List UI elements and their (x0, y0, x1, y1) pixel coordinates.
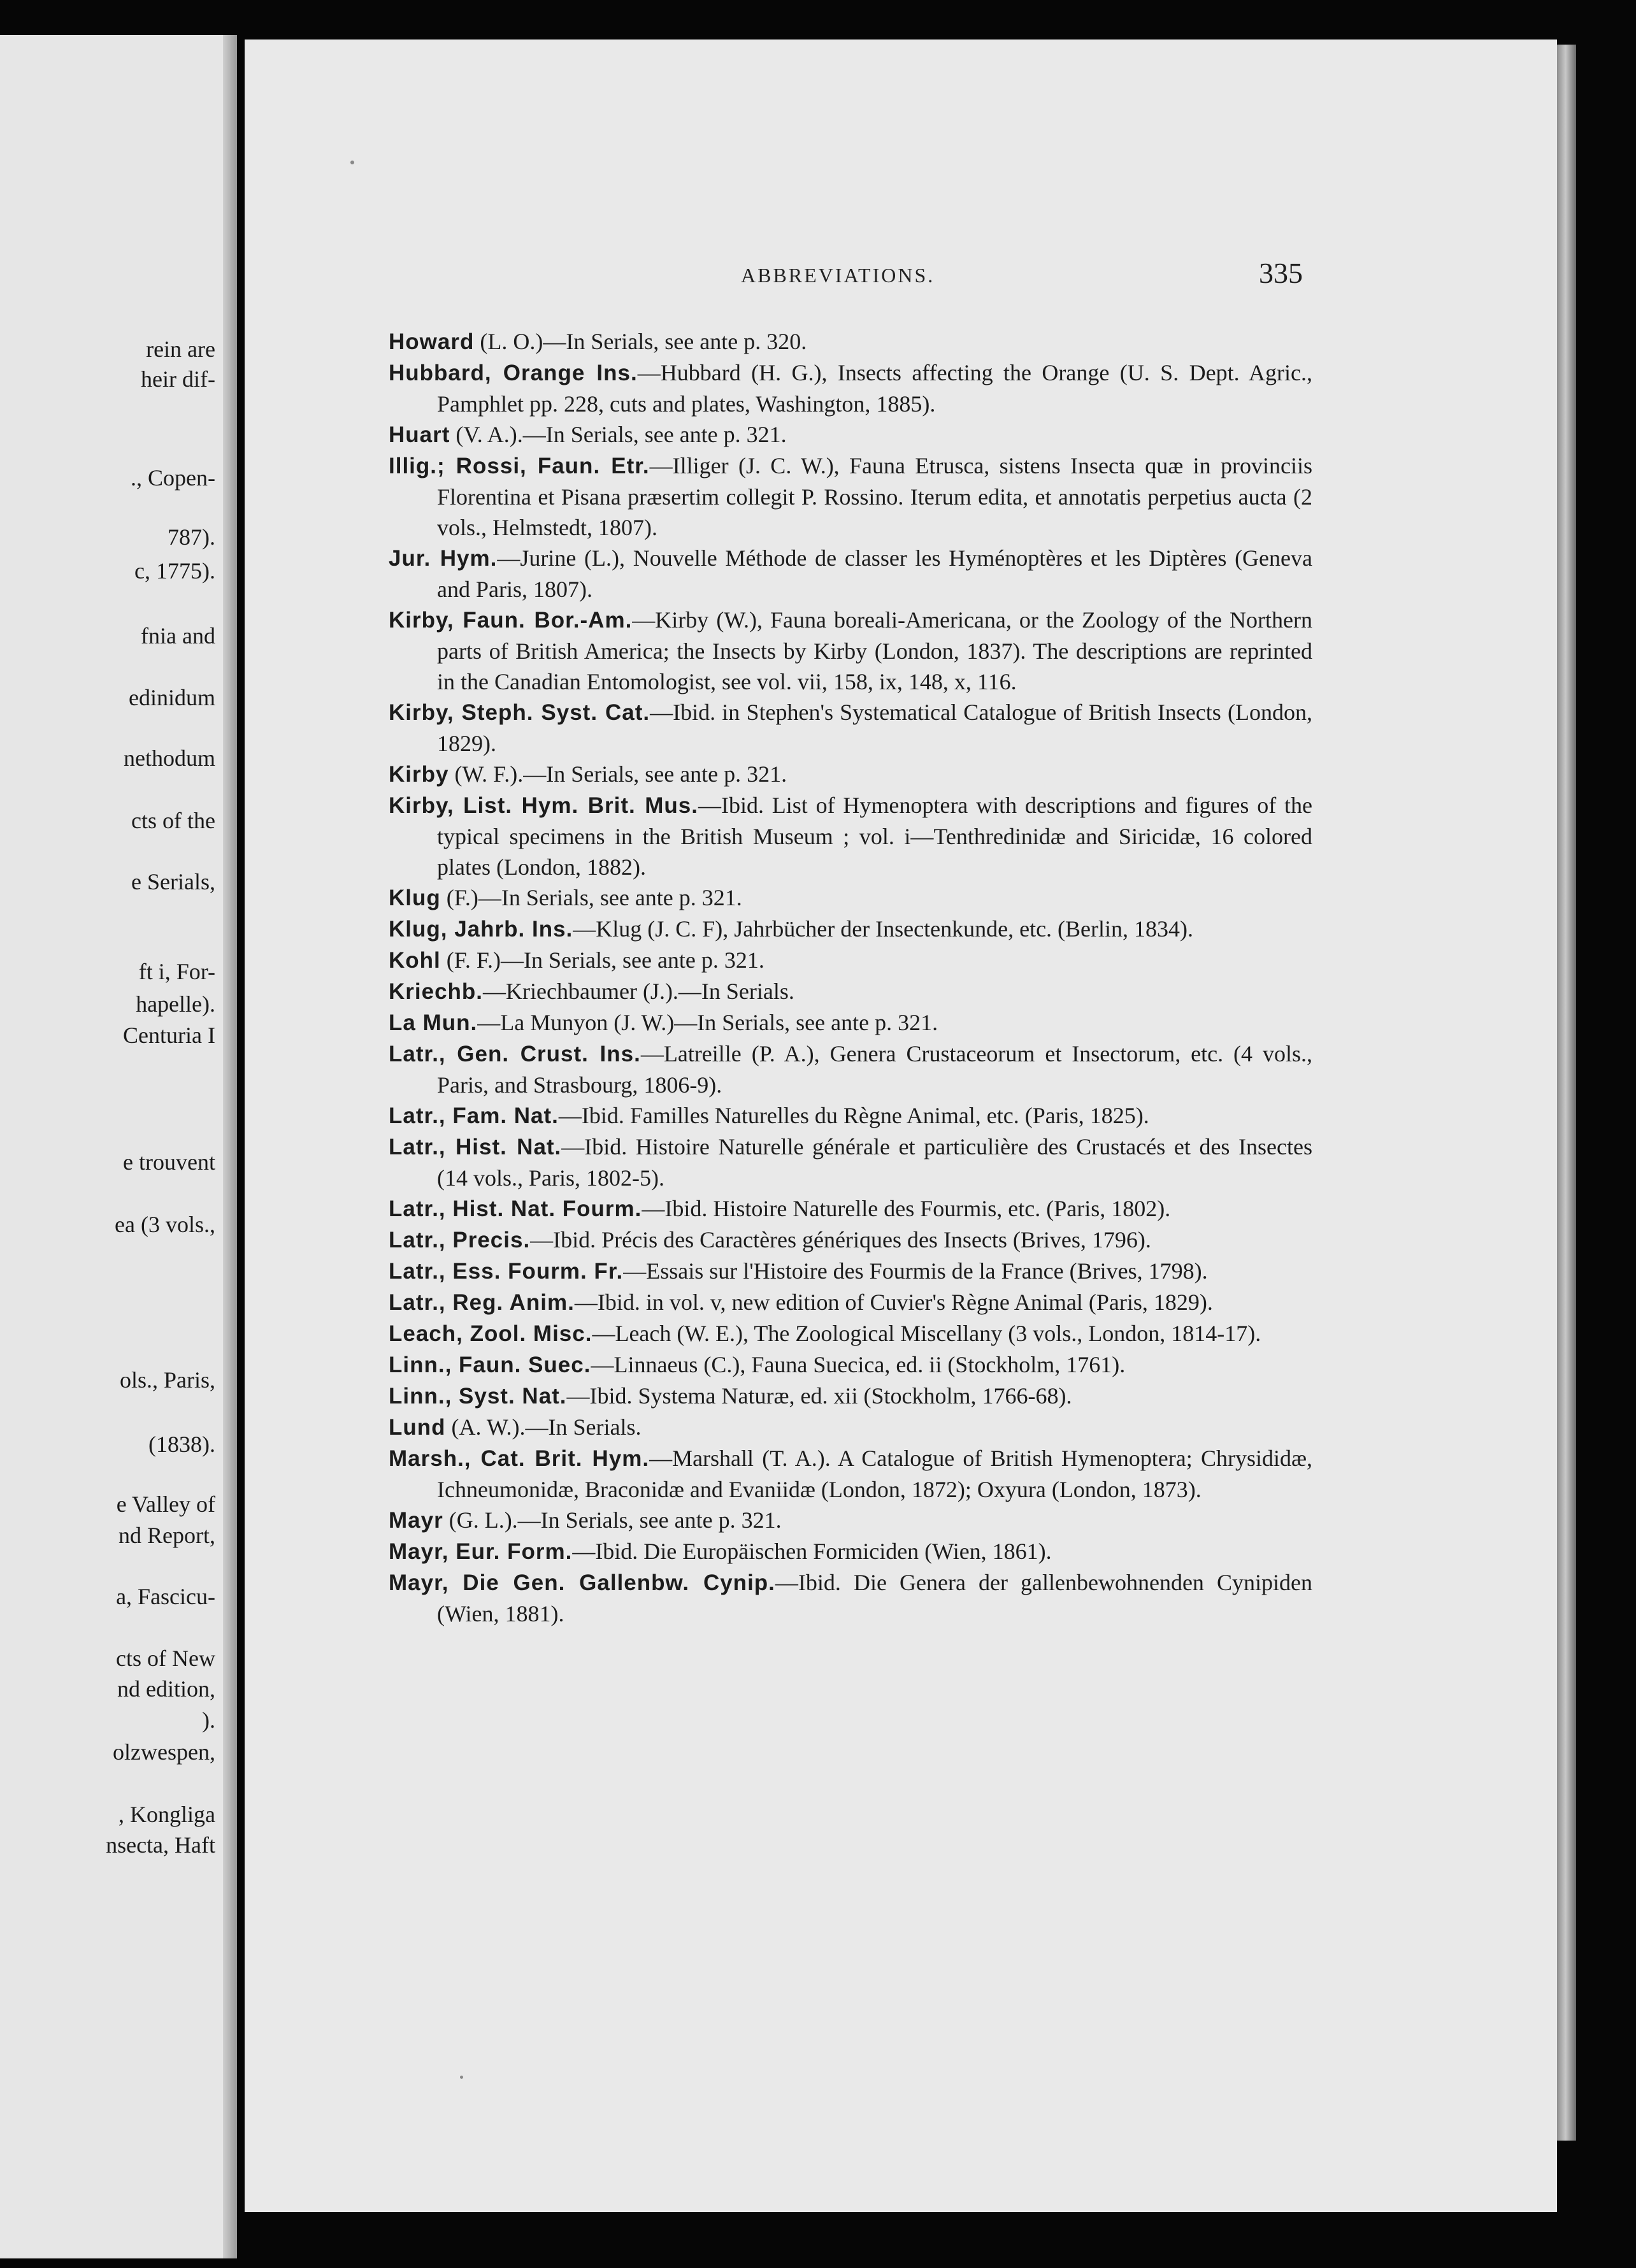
entry-abbreviation: Leach, Zool. Misc. (389, 1321, 592, 1346)
entry-citation: —Ibid. Familles Naturelles du Règne Animal, etc. (Paris, 1825). (558, 1103, 1149, 1128)
left-page-line: nd Report, (118, 1523, 215, 1548)
entry-citation: —Ibid. Histoire Naturelle générale et particulière des Crustacés et des Insectes (14 vols., Paris, 1802-5). (437, 1134, 1312, 1191)
entry-citation: (V. A.).—In Serials, see ante p. 321. (450, 422, 787, 447)
entry-citation: (F. F.)—In Serials, see ante p. 321. (440, 947, 764, 973)
entry-abbreviation: Mayr (389, 1508, 443, 1533)
abbreviation-entry (389, 1224, 1312, 1256)
abbreviation-entry (389, 759, 1312, 790)
left-page-line: ols., Paris, (119, 1367, 215, 1393)
entry-abbreviation: Latr., Hist. Nat. Fourm. (389, 1196, 642, 1221)
abbreviation-entry (389, 1193, 1312, 1224)
entry-citation: —Linnaeus (C.), Fauna Suecica, ed. ii (Stockholm, 1761). (591, 1352, 1126, 1377)
entry-abbreviation: Kirby (389, 762, 449, 787)
left-page-line: 787). (168, 524, 215, 550)
entry-citation: —Latreille (P. A.), Genera Crustaceorum et Insectorum, etc. (4 vols., Paris, and Strasbourg, 1806-9). (437, 1041, 1312, 1098)
entry-citation: —Ibid. in vol. v, new edition of Cuvier's Règne Animal (Paris, 1829). (574, 1289, 1213, 1315)
entry-citation: (A. W.).—In Serials. (445, 1414, 642, 1440)
entry-abbreviation: Linn., Syst. Nat. (389, 1384, 567, 1409)
running-head: ABBREVIATIONS. (741, 264, 935, 287)
left-page-line: a, Fascicu- (116, 1584, 215, 1609)
abbreviation-entry (389, 1536, 1312, 1567)
abbreviation-list (389, 326, 1312, 1629)
paper-speck (350, 161, 354, 164)
left-page-line: heir dif- (141, 366, 215, 392)
page-number: 335 (1259, 257, 1303, 289)
abbreviation-entry (389, 1038, 1312, 1100)
left-page-line: nd edition, (117, 1676, 215, 1702)
left-page-line: , Kongliga (118, 1802, 215, 1827)
abbreviation-entry (389, 1412, 1312, 1443)
page-edge (1557, 45, 1576, 2141)
abbreviation-entry (389, 1131, 1312, 1193)
entry-citation: —Ibid. Systema Naturæ, ed. xii (Stockholm, 1766-68). (566, 1383, 1072, 1409)
abbreviation-entry (389, 914, 1312, 945)
entry-citation: —Leach (W. E.), The Zoological Miscellany (3 vols., London, 1814-17). (592, 1321, 1261, 1346)
left-page-line: (1838). (148, 1432, 215, 1457)
abbreviation-entry (389, 1100, 1312, 1131)
entry-abbreviation: Howard (389, 329, 475, 354)
left-page-line: olzwespen, (113, 1739, 215, 1765)
entry-citation: —Ibid. Précis des Caractères génériques des Insects (Brives, 1796). (530, 1227, 1151, 1252)
entry-citation: —Illiger (J. C. W.), Fauna Etrusca, sistens Insecta quæ in provinciis Florentina et Pisana præsertim collegit P. Rossino. Iterum edita, et annotatis perpetius aucta (2 vols., Helmstedt, 1807). (437, 453, 1312, 540)
entry-abbreviation: Lund (389, 1415, 446, 1440)
entry-abbreviation: Latr., Ess. Fourm. Fr. (389, 1259, 624, 1284)
entry-abbreviation: Marsh., Cat. Brit. Hym. (389, 1446, 650, 1471)
abbreviation-entry (389, 1567, 1312, 1629)
left-page-line: hapelle). (136, 991, 215, 1017)
abbreviation-entry (389, 1349, 1312, 1381)
abbreviation-entry (389, 1381, 1312, 1412)
entry-citation: (L. O.)—In Serials, see ante p. 320. (474, 329, 807, 354)
entry-abbreviation: Latr., Gen. Crust. Ins. (389, 1042, 641, 1066)
abbreviation-entry (389, 1287, 1312, 1318)
left-page-line: e Serials, (131, 869, 215, 894)
entry-abbreviation: Kriechb. (389, 979, 484, 1004)
entry-abbreviation: Illig.; Rossi, Faun. Etr. (389, 454, 650, 478)
abbreviation-entry (389, 543, 1312, 605)
entry-abbreviation: Mayr, Die Gen. Gallenbw. Cynip. (389, 1570, 775, 1595)
entry-citation: —Klug (J. C. F), Jahrbücher der Insectenkunde, etc. (Berlin, 1834). (573, 916, 1194, 942)
left-page-line: Centuria I (123, 1023, 215, 1048)
left-page-line: ea (3 vols., (115, 1212, 215, 1237)
entry-abbreviation: Kirby, Faun. Bor.-Am. (389, 608, 633, 633)
left-page-line: e trouvent (123, 1149, 215, 1175)
entry-citation: —Hubbard (H. G.), Insects affecting the Orange (U. S. Dept. Agric., Pamphlet pp. 228, cuts and plates, Washington, 1885). (437, 360, 1313, 417)
abbreviation-entry (389, 605, 1312, 697)
entry-abbreviation: Latr., Precis. (389, 1228, 531, 1252)
entry-citation: (F.)—In Serials, see ante p. 321. (440, 885, 742, 910)
entry-abbreviation: Kirby, List. Hym. Brit. Mus. (389, 793, 698, 818)
left-page-line: nethodum (124, 745, 215, 771)
left-page-line: ft i, For- (138, 959, 215, 984)
entry-abbreviation: Klug (389, 886, 441, 910)
left-page-line: rein are (146, 336, 215, 362)
entry-citation: —Ibid. Histoire Naturelle des Fourmis, etc. (Paris, 1802). (642, 1196, 1171, 1221)
abbreviation-entry (389, 1007, 1312, 1038)
entry-abbreviation: Huart (389, 422, 450, 447)
abbreviation-entry (389, 1318, 1312, 1349)
entry-citation: —Ibid. Die Europäischen Formiciden (Wien, 1861). (572, 1539, 1052, 1564)
entry-abbreviation: La Mun. (389, 1010, 478, 1035)
entry-abbreviation: Latr., Fam. Nat. (389, 1103, 559, 1128)
left-page-line: ). (202, 1707, 215, 1733)
entry-citation: —Jurine (L.), Nouvelle Méthode de classer les Hyménoptères et les Diptères (Geneva and Paris, 1807). (437, 545, 1312, 602)
entry-abbreviation: Kohl (389, 948, 441, 973)
abbreviation-entry (389, 976, 1312, 1007)
entry-abbreviation: Linn., Faun. Suec. (389, 1353, 591, 1377)
left-page-line: ., Copen- (131, 465, 215, 491)
entry-citation: —Ibid. Die Genera der gallenbewohnenden Cynipiden (Wien, 1881). (437, 1570, 1312, 1626)
entry-citation: —La Munyon (J. W.)—In Serials, see ante p. 321. (477, 1010, 938, 1035)
left-page-line: cts of New (116, 1646, 215, 1671)
abbreviation-entry (389, 450, 1312, 543)
left-page-line: cts of the (131, 808, 215, 833)
left-page-line: nsecta, Haft (106, 1832, 215, 1858)
abbreviation-entry (389, 697, 1312, 759)
entry-citation: —Kriechbaumer (J.).—In Serials. (483, 979, 794, 1004)
left-page-line: fnia and (141, 623, 215, 649)
abbreviation-entry (389, 882, 1312, 914)
entry-citation: —Kirby (W.), Fauna boreali-Americana, or the Zoology of the Northern parts of British America; the Insects by Kirby (London, 1837). The descriptions are reprinted in the Canadian Entomologist, see vol. vii, 158, ix, 148, x, 116. (437, 607, 1312, 694)
book-gutter (223, 35, 237, 2258)
entry-abbreviation: Jur. Hym. (389, 546, 498, 571)
abbreviation-entry (389, 419, 1312, 450)
entry-citation: —Ibid. List of Hymenoptera with descriptions and figures of the typical specimens in the British Museum ; vol. i—Tenthredinidæ and Siricidæ, 16 colored plates (London, 1882). (437, 793, 1313, 880)
abbreviation-entry (389, 326, 1312, 357)
left-page (0, 35, 237, 2258)
abbreviation-entry (389, 945, 1312, 976)
entry-citation: —Marshall (T. A.). A Catalogue of British Hymenoptera; Chrysididæ, Ichneumonidæ, Braconidæ and Evaniidæ (London, 1872); Oxyura (London, 1873). (437, 1446, 1312, 1502)
entry-citation: —Essais sur l'Histoire des Fourmis de la France (Brives, 1798). (623, 1258, 1208, 1284)
abbreviation-entry (389, 1256, 1312, 1287)
entry-abbreviation: Klug, Jahrb. Ins. (389, 917, 573, 942)
left-page-line: c, 1775). (134, 558, 215, 584)
entry-abbreviation: Latr., Reg. Anim. (389, 1290, 575, 1315)
entry-abbreviation: Latr., Hist. Nat. (389, 1135, 562, 1159)
abbreviation-entry (389, 1443, 1312, 1505)
abbreviation-entry (389, 357, 1312, 419)
entry-abbreviation: Kirby, Steph. Syst. Cat. (389, 700, 650, 725)
entry-citation: —Ibid. in Stephen's Systematical Catalogue of British Insects (London, 1829). (437, 700, 1312, 756)
left-page-line: edinidum (129, 685, 215, 710)
entry-citation: (G. L.).—In Serials, see ante p. 321. (443, 1507, 782, 1533)
entry-citation: (W. F.).—In Serials, see ante p. 321. (448, 761, 787, 787)
entry-abbreviation: Hubbard, Orange Ins. (389, 361, 638, 385)
abbreviation-entry (389, 790, 1312, 882)
abbreviation-entry (389, 1505, 1312, 1536)
entry-abbreviation: Mayr, Eur. Form. (389, 1539, 573, 1564)
left-page-line: e Valley of (116, 1491, 215, 1517)
paper-speck (460, 2076, 463, 2079)
